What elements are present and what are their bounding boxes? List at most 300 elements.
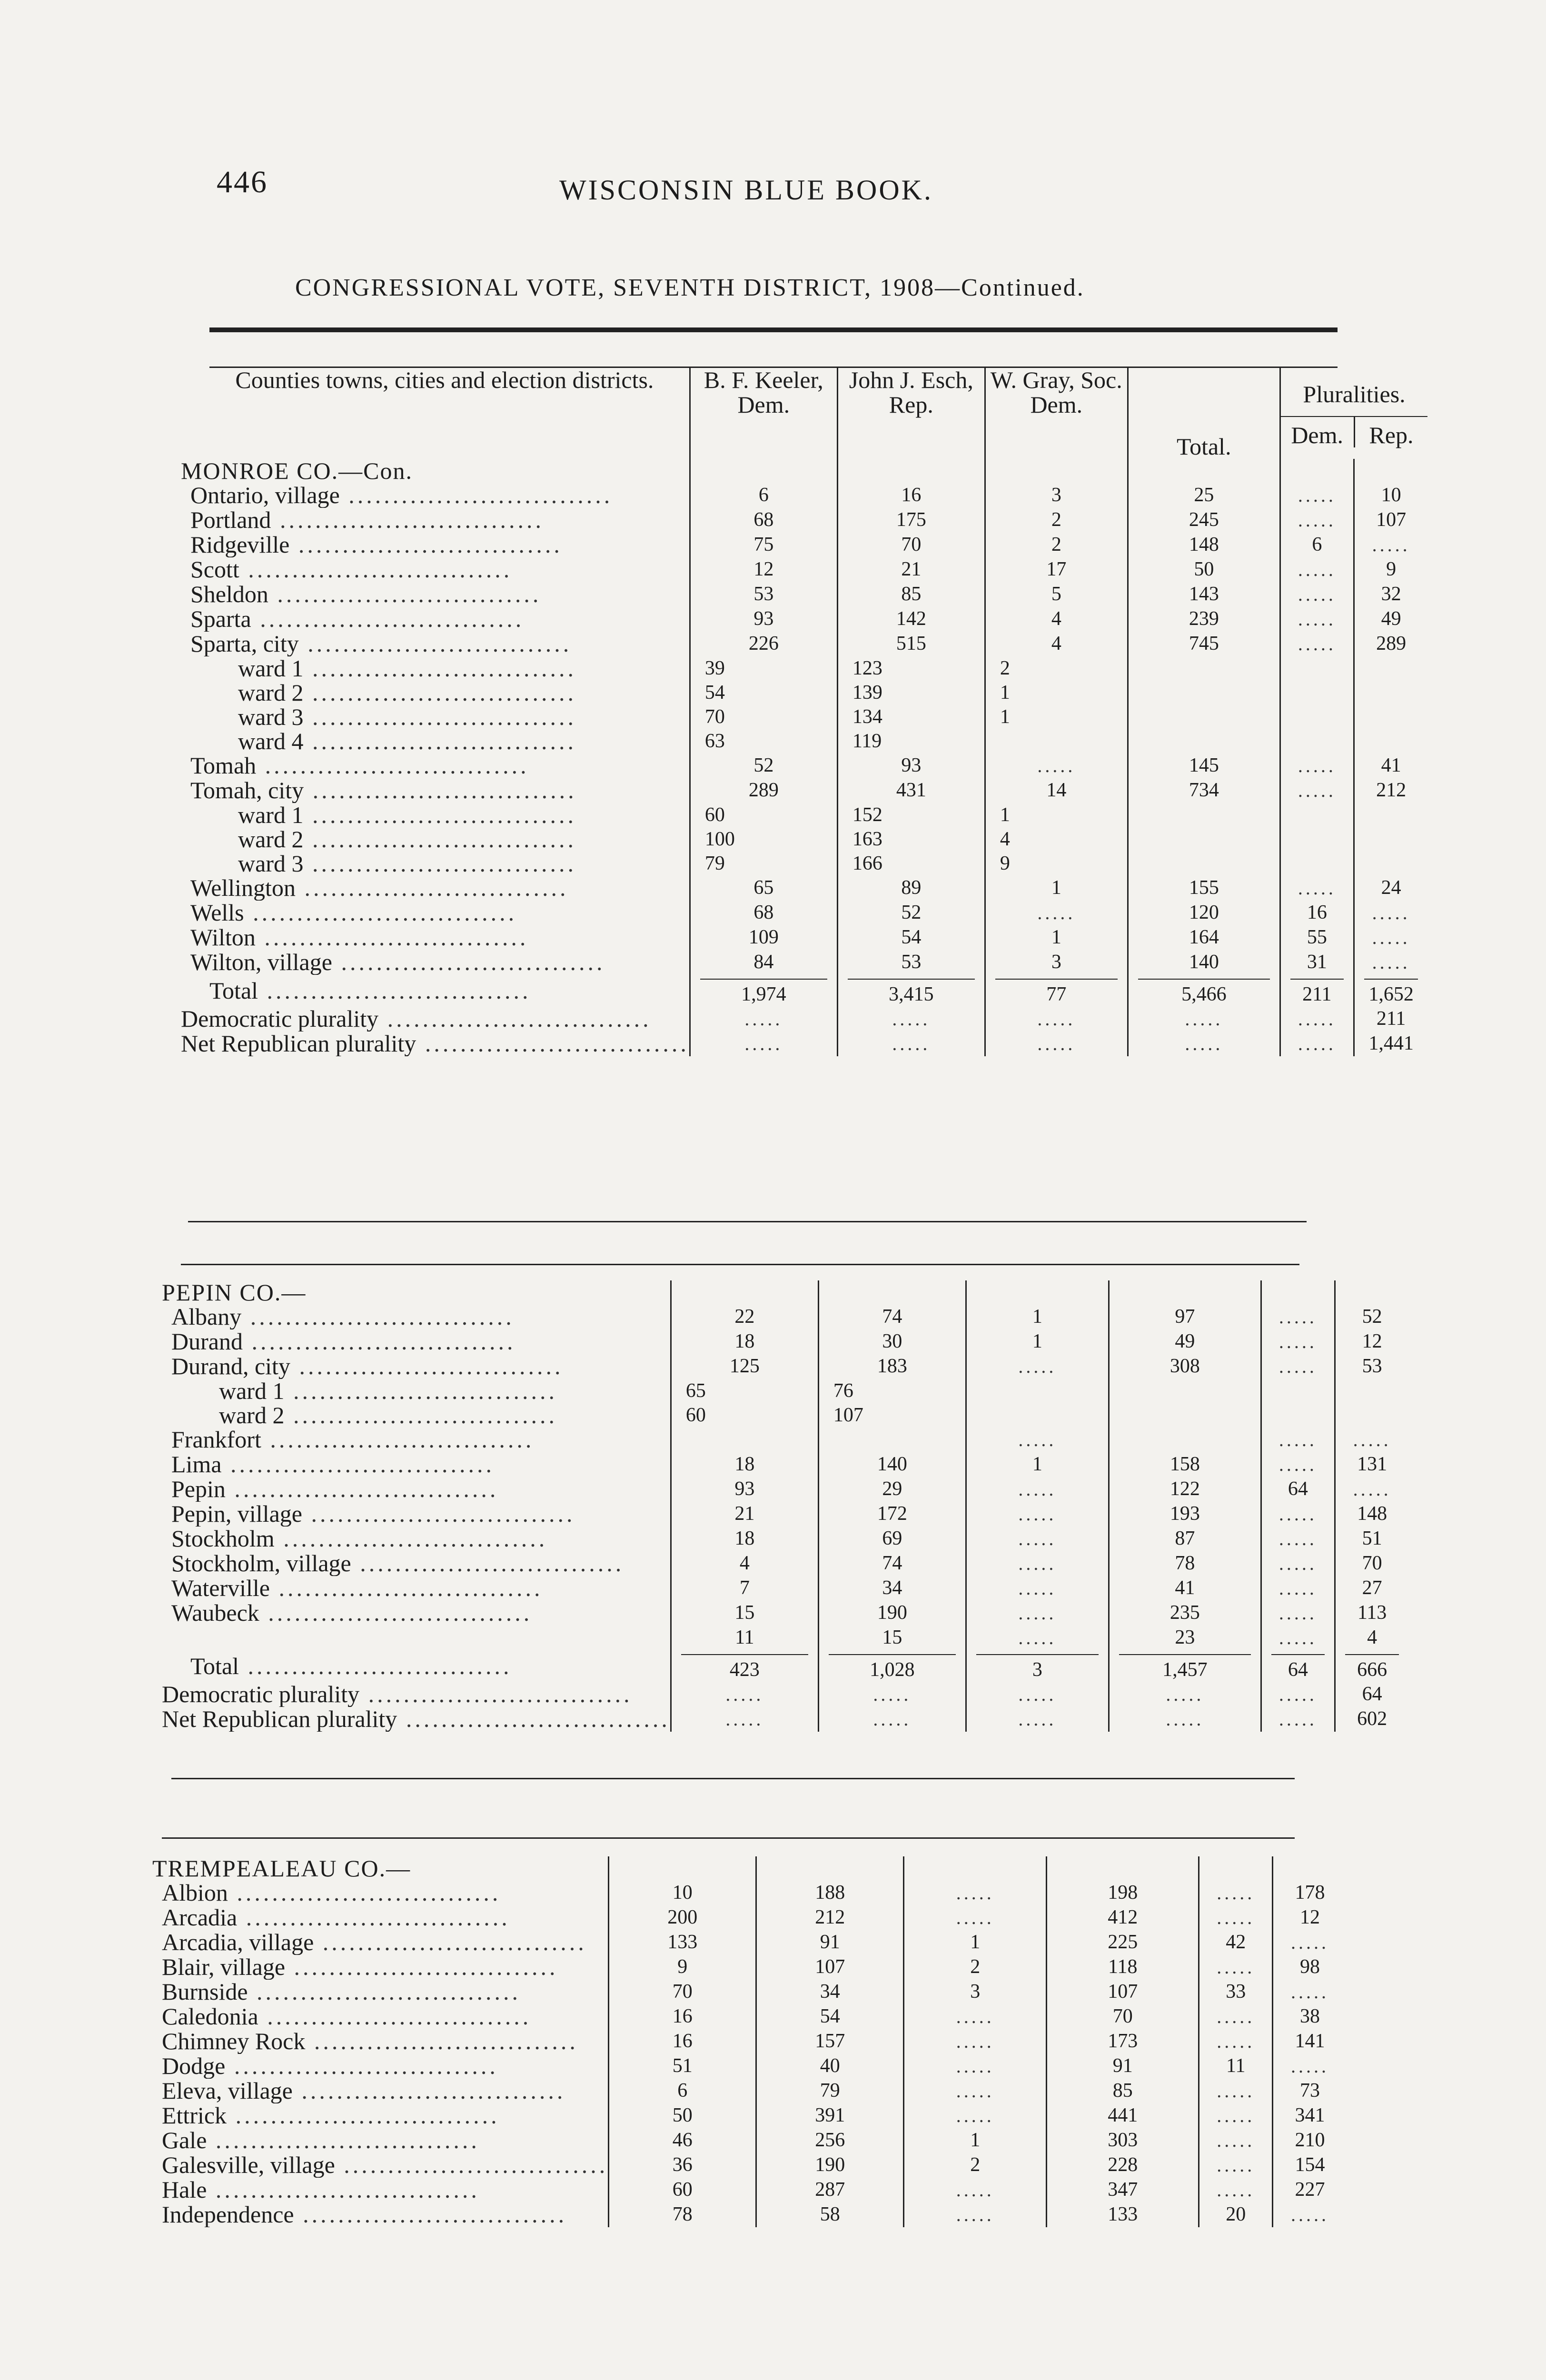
dot-leader: .............................. (289, 533, 563, 557)
cell-keeler (690, 508, 837, 533)
value-total: 85 (1112, 2080, 1133, 2102)
cell-gray (966, 1707, 1109, 1732)
cell-total (1128, 483, 1280, 508)
col-header-rep: Rep. (1354, 417, 1428, 447)
value-keeler: 133 (667, 1931, 698, 1953)
value-rep: 131 (1357, 1453, 1387, 1475)
cell-gray (966, 1403, 1109, 1428)
value-keeler: 18 (734, 1453, 755, 1475)
value-rep: 212 (1376, 779, 1407, 801)
dot-leader: .............................. (239, 557, 513, 582)
value-esch: 54 (820, 2005, 840, 2027)
empty-leader: ..... (1278, 1684, 1317, 1705)
value-rep: 49 (1381, 608, 1401, 630)
row-label: ward 1 (238, 803, 304, 827)
cell-gray (904, 2202, 1047, 2227)
cell-keeler (609, 2202, 756, 2227)
cell-keeler (671, 1305, 818, 1329)
table-row (181, 901, 1427, 925)
empty-leader: ..... (1372, 927, 1410, 948)
value-keeler: 125 (729, 1355, 760, 1377)
cell-dem (1280, 975, 1354, 1007)
section-separator (171, 1778, 1295, 1779)
table-row (181, 705, 1427, 729)
empty-leader: ..... (1018, 1503, 1057, 1525)
dot-leader: .............................. (258, 977, 531, 1004)
cell-dem (1261, 1502, 1335, 1527)
row-label-cell (162, 1329, 671, 1354)
cell-total (1109, 1650, 1261, 1682)
row-label-cell (162, 1601, 671, 1626)
row-label-cell (181, 705, 690, 729)
cell-gray (985, 483, 1128, 508)
cell-esch (756, 2178, 904, 2202)
table-row (162, 1428, 1408, 1452)
value-keeler: 109 (748, 926, 779, 948)
value-dem: 64 (1271, 1654, 1325, 1682)
value-keeler: 70 (672, 1981, 693, 2003)
value-rep: 51 (1362, 1527, 1382, 1549)
value-rep: 210 (1295, 2129, 1325, 2151)
row-label: Pepin, village (171, 1502, 302, 1527)
row-label-cell (162, 1707, 671, 1732)
cell-esch (756, 1955, 904, 1980)
row-label: Sheldon (190, 582, 268, 607)
cell-rep (1335, 1502, 1408, 1527)
pluralities-label: Pluralities. (1303, 381, 1406, 407)
cell-rep (1273, 1856, 1347, 1881)
cell-gray (904, 2153, 1047, 2178)
value-gray: 3 (976, 1654, 1099, 1682)
value-keeler: 1,974 (700, 979, 827, 1007)
cell-total (1128, 557, 1280, 582)
cell-gray (966, 1682, 1109, 1707)
row-label: ward 1 (238, 656, 304, 681)
cell-rep (1273, 2103, 1347, 2128)
cell-total (1047, 2004, 1199, 2029)
cell-dem (1280, 582, 1354, 607)
table-row (181, 950, 1427, 975)
dot-leader: .............................. (221, 1452, 495, 1477)
value-esch: 34 (820, 1981, 840, 2003)
dot-leader: .............................. (314, 1930, 587, 1955)
row-label: Waterville (171, 1576, 270, 1601)
value-total: 198 (1108, 1882, 1138, 1904)
cell-keeler (690, 705, 837, 729)
dot-leader: .............................. (271, 508, 544, 533)
cell-keeler (609, 1881, 756, 1905)
row-label-cell (181, 533, 690, 557)
cell-rep (1354, 459, 1427, 483)
cell-total (1128, 508, 1280, 533)
row-label: Hale (162, 2178, 207, 2202)
value-esch: 142 (896, 608, 926, 630)
value-esch: 107 (833, 1404, 863, 1426)
cell-gray (985, 901, 1128, 925)
cell-dem (1199, 2153, 1273, 2178)
value-gray: 1 (1000, 706, 1010, 728)
value-esch: 123 (852, 657, 882, 679)
cell-esch (818, 1502, 966, 1527)
row-label: Frankfort (171, 1428, 261, 1452)
cell-dem (1261, 1428, 1335, 1452)
cell-rep (1354, 778, 1427, 803)
row-label: Galesville, village (162, 2153, 335, 2178)
cell-dem (1280, 1007, 1354, 1031)
cell-esch (837, 729, 985, 754)
cell-dem (1280, 557, 1354, 582)
value-total: 143 (1189, 583, 1219, 605)
value-rep: 107 (1376, 509, 1407, 531)
cell-esch (818, 1576, 966, 1601)
cell-keeler (609, 2004, 756, 2029)
row-label: Albion (162, 1881, 228, 1905)
book-title: WISCONSIN BLUE BOOK. (559, 174, 933, 206)
value-total: 50 (1194, 558, 1214, 580)
cell-dem (1261, 1650, 1335, 1682)
cell-keeler (609, 2054, 756, 2079)
value-gray: 2 (1000, 657, 1010, 679)
row-label: Albany (171, 1305, 242, 1329)
row-label: Net Republican plurality (181, 1031, 416, 1056)
row-label: Tomah (190, 754, 257, 778)
dot-leader: .............................. (332, 950, 605, 975)
table-row (152, 1905, 1347, 1930)
table-row (152, 2004, 1347, 2029)
col-header-pluralities (1280, 367, 1427, 459)
empty-leader: ..... (1217, 2154, 1255, 2176)
empty-leader: ..... (1217, 2006, 1255, 2027)
cell-total (1128, 852, 1280, 876)
cell-total (1109, 1601, 1261, 1626)
value-keeler: 423 (681, 1654, 808, 1682)
cell-dem (1261, 1452, 1335, 1477)
value-total: 745 (1189, 633, 1219, 654)
value-gray: 3 (1051, 951, 1061, 973)
empty-leader: ..... (1037, 755, 1076, 776)
dot-leader: .............................. (295, 876, 569, 901)
empty-leader: ..... (1278, 1429, 1317, 1450)
cell-esch (837, 1007, 985, 1031)
table-row (152, 1955, 1347, 1980)
value-keeler: 75 (753, 534, 774, 555)
cell-total (1128, 705, 1280, 729)
cell-rep (1335, 1329, 1408, 1354)
value-keeler: 100 (704, 828, 735, 850)
cell-gray (985, 754, 1128, 778)
table-row (152, 1881, 1347, 1905)
dot-leader: .............................. (255, 925, 529, 950)
cell-dem (1261, 1477, 1335, 1502)
cell-total (1128, 656, 1280, 681)
value-total: 347 (1108, 2179, 1138, 2201)
row-label: Chimney Rock (162, 2029, 306, 2054)
cell-rep (1335, 1379, 1408, 1403)
cell-keeler (690, 827, 837, 852)
row-label-cell (162, 1551, 671, 1576)
value-gray: 17 (1046, 558, 1067, 580)
cell-rep (1354, 852, 1427, 876)
cell-gray (966, 1428, 1109, 1452)
empty-leader: ..... (725, 1708, 764, 1730)
cell-dem (1280, 827, 1354, 852)
value-esch: 58 (820, 2203, 840, 2225)
value-esch: 34 (882, 1577, 902, 1599)
cell-dem (1261, 1403, 1335, 1428)
value-keeler: 10 (672, 1882, 693, 1904)
empty-leader: ..... (892, 1008, 931, 1030)
cell-gray (985, 852, 1128, 876)
cell-total (1128, 681, 1280, 705)
cell-total (1047, 2153, 1199, 2178)
empty-leader: ..... (1166, 1708, 1204, 1730)
empty-leader: ..... (1037, 902, 1076, 923)
value-esch: 183 (877, 1355, 907, 1377)
value-rep: 4 (1367, 1626, 1378, 1648)
cell-total (1109, 1527, 1261, 1551)
cell-rep (1335, 1403, 1408, 1428)
table-row (181, 852, 1427, 876)
cell-esch (818, 1452, 966, 1477)
cell-keeler (671, 1403, 818, 1428)
cell-rep (1354, 483, 1427, 508)
cell-esch (818, 1403, 966, 1428)
row-label-cell (152, 2004, 609, 2029)
row-label: ward 3 (238, 852, 304, 876)
cell-gray (985, 778, 1128, 803)
cell-gray (966, 1379, 1109, 1403)
cell-dem (1199, 1881, 1273, 1905)
cell-esch (837, 901, 985, 925)
empty-leader: ..... (1278, 1708, 1317, 1730)
cell-gray (904, 2128, 1047, 2153)
cell-total (1128, 925, 1280, 950)
table-row (162, 1354, 1408, 1379)
row-label-cell (152, 2054, 609, 2079)
cell-dem (1280, 925, 1354, 950)
cell-dem (1199, 2128, 1273, 2153)
value-total: 140 (1189, 951, 1219, 973)
cell-total (1109, 1280, 1261, 1305)
cell-keeler (671, 1428, 818, 1452)
row-label-cell (181, 508, 690, 533)
value-dem: 211 (1290, 979, 1344, 1007)
cell-gray (966, 1280, 1109, 1305)
county-heading-row (152, 1856, 1347, 1881)
empty-leader: ..... (1278, 1454, 1317, 1475)
cell-esch (756, 1930, 904, 1955)
cell-dem (1280, 901, 1354, 925)
col-header-name: Counties towns, cities and election districts. (235, 367, 654, 393)
value-rep: 113 (1357, 1602, 1387, 1624)
empty-leader: ..... (744, 1008, 783, 1030)
value-total: 734 (1189, 779, 1219, 801)
table-row (152, 2103, 1347, 2128)
value-keeler: 84 (753, 951, 774, 973)
value-total: 308 (1169, 1355, 1200, 1377)
row-label-cell (181, 950, 690, 975)
cell-dem (1261, 1379, 1335, 1403)
value-gray: 4 (1000, 828, 1010, 850)
cell-dem (1261, 1527, 1335, 1551)
empty-leader: ..... (892, 1033, 931, 1054)
col-header-keeler: B. F. Keeler, Dem. (690, 367, 837, 459)
cell-total (1128, 901, 1280, 925)
empty-leader: ..... (1185, 1033, 1223, 1054)
cell-total (1109, 1452, 1261, 1477)
cell-gray (966, 1452, 1109, 1477)
empty-leader: ..... (1037, 1033, 1076, 1054)
empty-leader: ..... (1353, 1429, 1391, 1450)
cell-esch (756, 2004, 904, 2029)
cell-dem (1280, 778, 1354, 803)
empty-leader: ..... (1217, 2031, 1255, 2052)
cell-dem (1280, 533, 1354, 557)
value-keeler: 9 (677, 1956, 688, 1978)
cell-total (1109, 1477, 1261, 1502)
empty-leader: ..... (725, 1684, 764, 1705)
cell-rep (1354, 803, 1427, 827)
cell-keeler (609, 2079, 756, 2103)
empty-leader: ..... (956, 2031, 994, 2052)
cell-total (1128, 729, 1280, 754)
value-dem: 55 (1307, 926, 1327, 948)
value-keeler: 60 (672, 2179, 693, 2201)
cell-esch (837, 975, 985, 1007)
cell-esch (756, 2103, 904, 2128)
cell-gray (904, 1905, 1047, 1930)
cell-gray (904, 1881, 1047, 1905)
row-label-cell (181, 778, 690, 803)
value-gray: 2 (1051, 534, 1061, 555)
cell-esch (756, 2128, 904, 2153)
value-total: 49 (1175, 1330, 1195, 1352)
value-gray: 4 (1051, 633, 1061, 654)
value-rep: 1,652 (1364, 979, 1418, 1007)
row-label-cell (181, 483, 690, 508)
cell-esch (837, 557, 985, 582)
cell-keeler (671, 1379, 818, 1403)
cell-gray (985, 508, 1128, 533)
cell-esch (837, 607, 985, 632)
cell-keeler (671, 1682, 818, 1707)
row-label: Wilton (190, 925, 256, 950)
dot-leader: .............................. (378, 1007, 652, 1031)
dot-leader: .............................. (303, 729, 576, 754)
cell-esch (756, 2029, 904, 2054)
empty-leader: ..... (1298, 509, 1336, 531)
row-label-cell (152, 2153, 609, 2178)
cell-keeler (690, 925, 837, 950)
value-rep: 12 (1362, 1330, 1382, 1352)
cell-esch (837, 459, 985, 483)
cell-keeler (690, 557, 837, 582)
cell-dem (1280, 852, 1354, 876)
row-label: ward 2 (238, 827, 304, 852)
row-label: Gale (162, 2128, 207, 2153)
value-total: 91 (1112, 2055, 1133, 2077)
empty-leader: ..... (1298, 633, 1336, 654)
table-row (181, 827, 1427, 852)
dot-leader: .............................. (303, 827, 576, 852)
cell-total (1109, 1626, 1261, 1650)
cell-dem (1261, 1576, 1335, 1601)
cell-esch (837, 754, 985, 778)
total-row (181, 975, 1427, 1007)
cell-keeler (671, 1650, 818, 1682)
value-rep: 64 (1362, 1683, 1382, 1705)
cell-rep (1273, 2004, 1347, 2029)
empty-leader: ..... (1217, 2105, 1255, 2126)
value-total: 5,466 (1138, 979, 1270, 1007)
value-rep: 73 (1300, 2080, 1320, 2102)
value-keeler: 60 (704, 804, 725, 826)
section-separator (188, 1221, 1307, 1222)
value-total: 120 (1189, 902, 1219, 923)
dot-leader: .............................. (303, 656, 576, 681)
table-row (162, 1626, 1408, 1650)
table-row (152, 2202, 1347, 2227)
value-rep: 141 (1295, 2030, 1325, 2052)
table-row (181, 656, 1427, 681)
value-esch: 74 (882, 1552, 902, 1574)
table-row (162, 1477, 1408, 1502)
row-label: Democratic plurality (181, 1007, 379, 1031)
empty-leader: ..... (1372, 902, 1410, 923)
value-gray: 2 (970, 1956, 981, 1978)
cell-gray (985, 557, 1128, 582)
value-esch: 157 (815, 2030, 845, 2052)
value-keeler: 50 (672, 2104, 693, 2126)
dot-leader: .............................. (248, 1980, 521, 2004)
value-total: 441 (1108, 2104, 1138, 2126)
value-dem: 20 (1226, 2203, 1246, 2225)
cell-gray (985, 582, 1128, 607)
value-total: 97 (1175, 1306, 1195, 1328)
cell-dem (1280, 754, 1354, 778)
cell-keeler (690, 582, 837, 607)
row-label-cell (181, 582, 690, 607)
dot-leader: .............................. (227, 2103, 500, 2128)
cell-total (1047, 1856, 1199, 1881)
value-rep: 70 (1362, 1552, 1382, 1574)
row-label: Arcadia, village (162, 1930, 314, 1955)
cell-rep (1354, 1007, 1427, 1031)
value-rep: 1,441 (1368, 1032, 1414, 1054)
row-label-cell (162, 1354, 671, 1379)
empty-leader: ..... (1217, 1907, 1255, 1928)
value-gray: 3 (1051, 484, 1061, 506)
dot-leader: .............................. (284, 1379, 557, 1403)
section-separator (181, 1264, 1299, 1265)
cell-total (1047, 1930, 1199, 1955)
cell-gray (985, 459, 1128, 483)
value-gray: 77 (995, 979, 1118, 1007)
empty-leader: ..... (1018, 1602, 1057, 1624)
section-separator (162, 1837, 1295, 1839)
table-row (162, 1601, 1408, 1626)
table-row (162, 1502, 1408, 1527)
cell-esch (837, 950, 985, 975)
cell-rep (1354, 975, 1427, 1007)
row-label: TREMPEALEAU CO.— (152, 1856, 411, 1881)
dot-leader: .............................. (303, 681, 576, 705)
value-esch: 190 (877, 1602, 907, 1624)
cell-keeler (609, 2128, 756, 2153)
dot-leader: .............................. (239, 1653, 512, 1679)
value-total: 303 (1108, 2129, 1138, 2151)
cell-keeler (690, 1007, 837, 1031)
